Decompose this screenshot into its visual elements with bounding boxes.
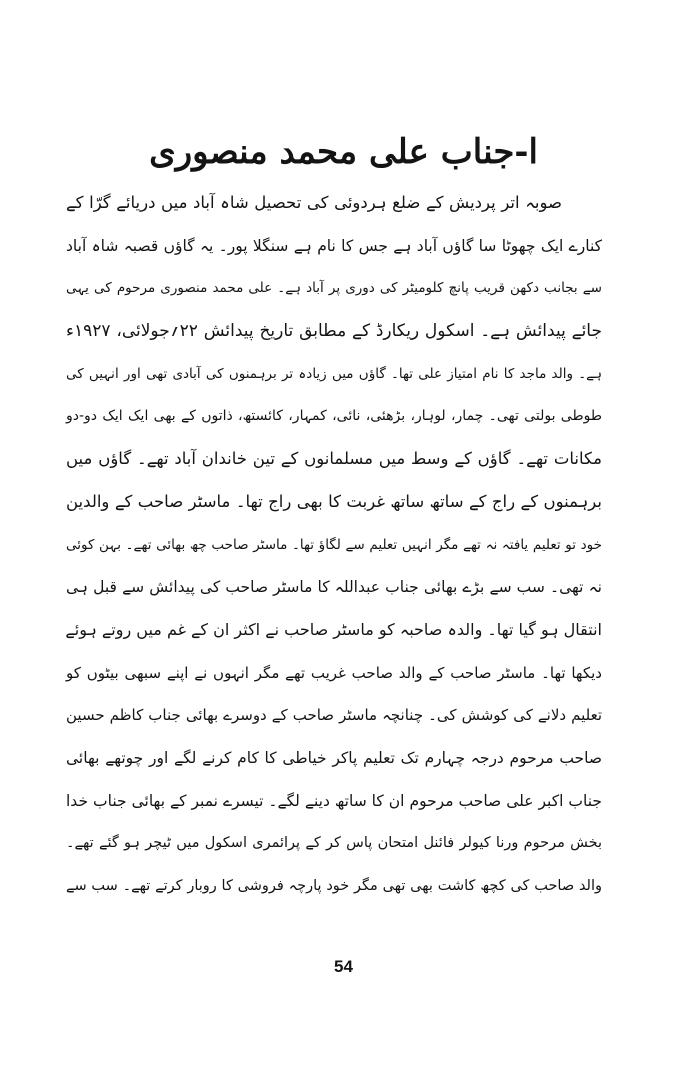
text-line: برہمنوں کے راج کے ساتھ ساتھ غربت کا بھی راج تھا۔ ماسٹر صاحب کے والدین (66, 491, 602, 511)
text-line: مکانات تھے۔ گاؤں کے وسط میں مسلمانوں کے تین خاندان آباد تھے۔ گاؤں میں (66, 449, 602, 469)
text-line: جناب اکبر علی صاحب مرحوم ان کا ساتھ دینے لگے۔ تیسرے نمبر کے بھائی جناب خدا (66, 791, 602, 810)
text-line: طوطی بولتی تھی۔ چمار، لوہار، بڑھئی، نائی، کمہار، کائستھ، ذاتوں کے بھی ایک ایک دو-دو (66, 408, 602, 425)
text-line: نہ تھی۔ سب سے بڑے بھائی جناب عبداللہ کا ماسٹر صاحب کی پیدائش سے قبل ہی (66, 578, 602, 597)
text-line: بخش مرحوم ورنا کیولر فائنل امتحان پاس کر کے پرائمری اسکول میں ٹیچر ہو گئے تھے۔ (66, 835, 602, 852)
text-line: خود تو تعلیم یافتہ نہ تھے مگر انہیں تعلیم سے لگاؤ تھا۔ ماسٹر صاحب چھ بھائی تھے۔ بہن کوئی (66, 536, 602, 553)
text-line: ہے۔ والد ماجد کا نام امتیاز علی تھا۔ گاؤں میں زیادہ تر برہمنوں کی آبادی تھی اور انہیں کی (66, 365, 602, 382)
text-line: والد صاحب کی کچھ کاشت بھی تھی مگر خود پارچہ فروشی کا روبار کرتے تھے۔ سب سے (66, 878, 602, 894)
text-line: دیکھا تھا۔ ماسٹر صاحب کے والد صاحب غریب تھے مگر انہوں نے اپنے سبھی بیٹوں کو (66, 663, 602, 682)
text-line: کنارے ایک چھوٹا سا گاؤں آباد ہے جس کا نام ہے سنگلا پور۔ یہ گاؤں قصبہ شاہ آباد (66, 236, 602, 255)
text-line: صاحب مرحوم درجہ چہارم تک تعلیم پاکر خیاطی کا کام کرنے لگے اور چوتھے بھائی (66, 748, 602, 767)
text-line: صوبہ اتر پردیش کے ضلع ہردوئی کی تحصیل شاہ آباد میں دریائے گرّا کے (66, 193, 562, 212)
text-line: تعلیم دلانے کی کوشش کی۔ چنانچہ ماسٹر صاحب کے دوسرے بھائی جناب کاظم حسین (66, 706, 602, 725)
text-line: جائے پیدائش ہے۔ اسکول ریکارڈ کے مطابق تاریخ پیدائش ۲۲؍جولائی، ۱۹۲۷ء (66, 321, 602, 342)
text-line: سے بجانب دکھن قریب پانچ کلومیٹر کی دوری پر آباد ہے۔ علی محمد منصوری مرحوم کی یہی (66, 280, 602, 297)
body-text (66, 182, 602, 908)
text-line: انتقال ہو گیا تھا۔ والدہ صاحبہ کو ماسٹر صاحب نے اکثر ان کے غم میں روتے ہوئے (65, 619, 602, 639)
chapter-title: ا-جناب علی محمد منصوری (149, 132, 538, 172)
page-number: 54 (334, 957, 353, 976)
